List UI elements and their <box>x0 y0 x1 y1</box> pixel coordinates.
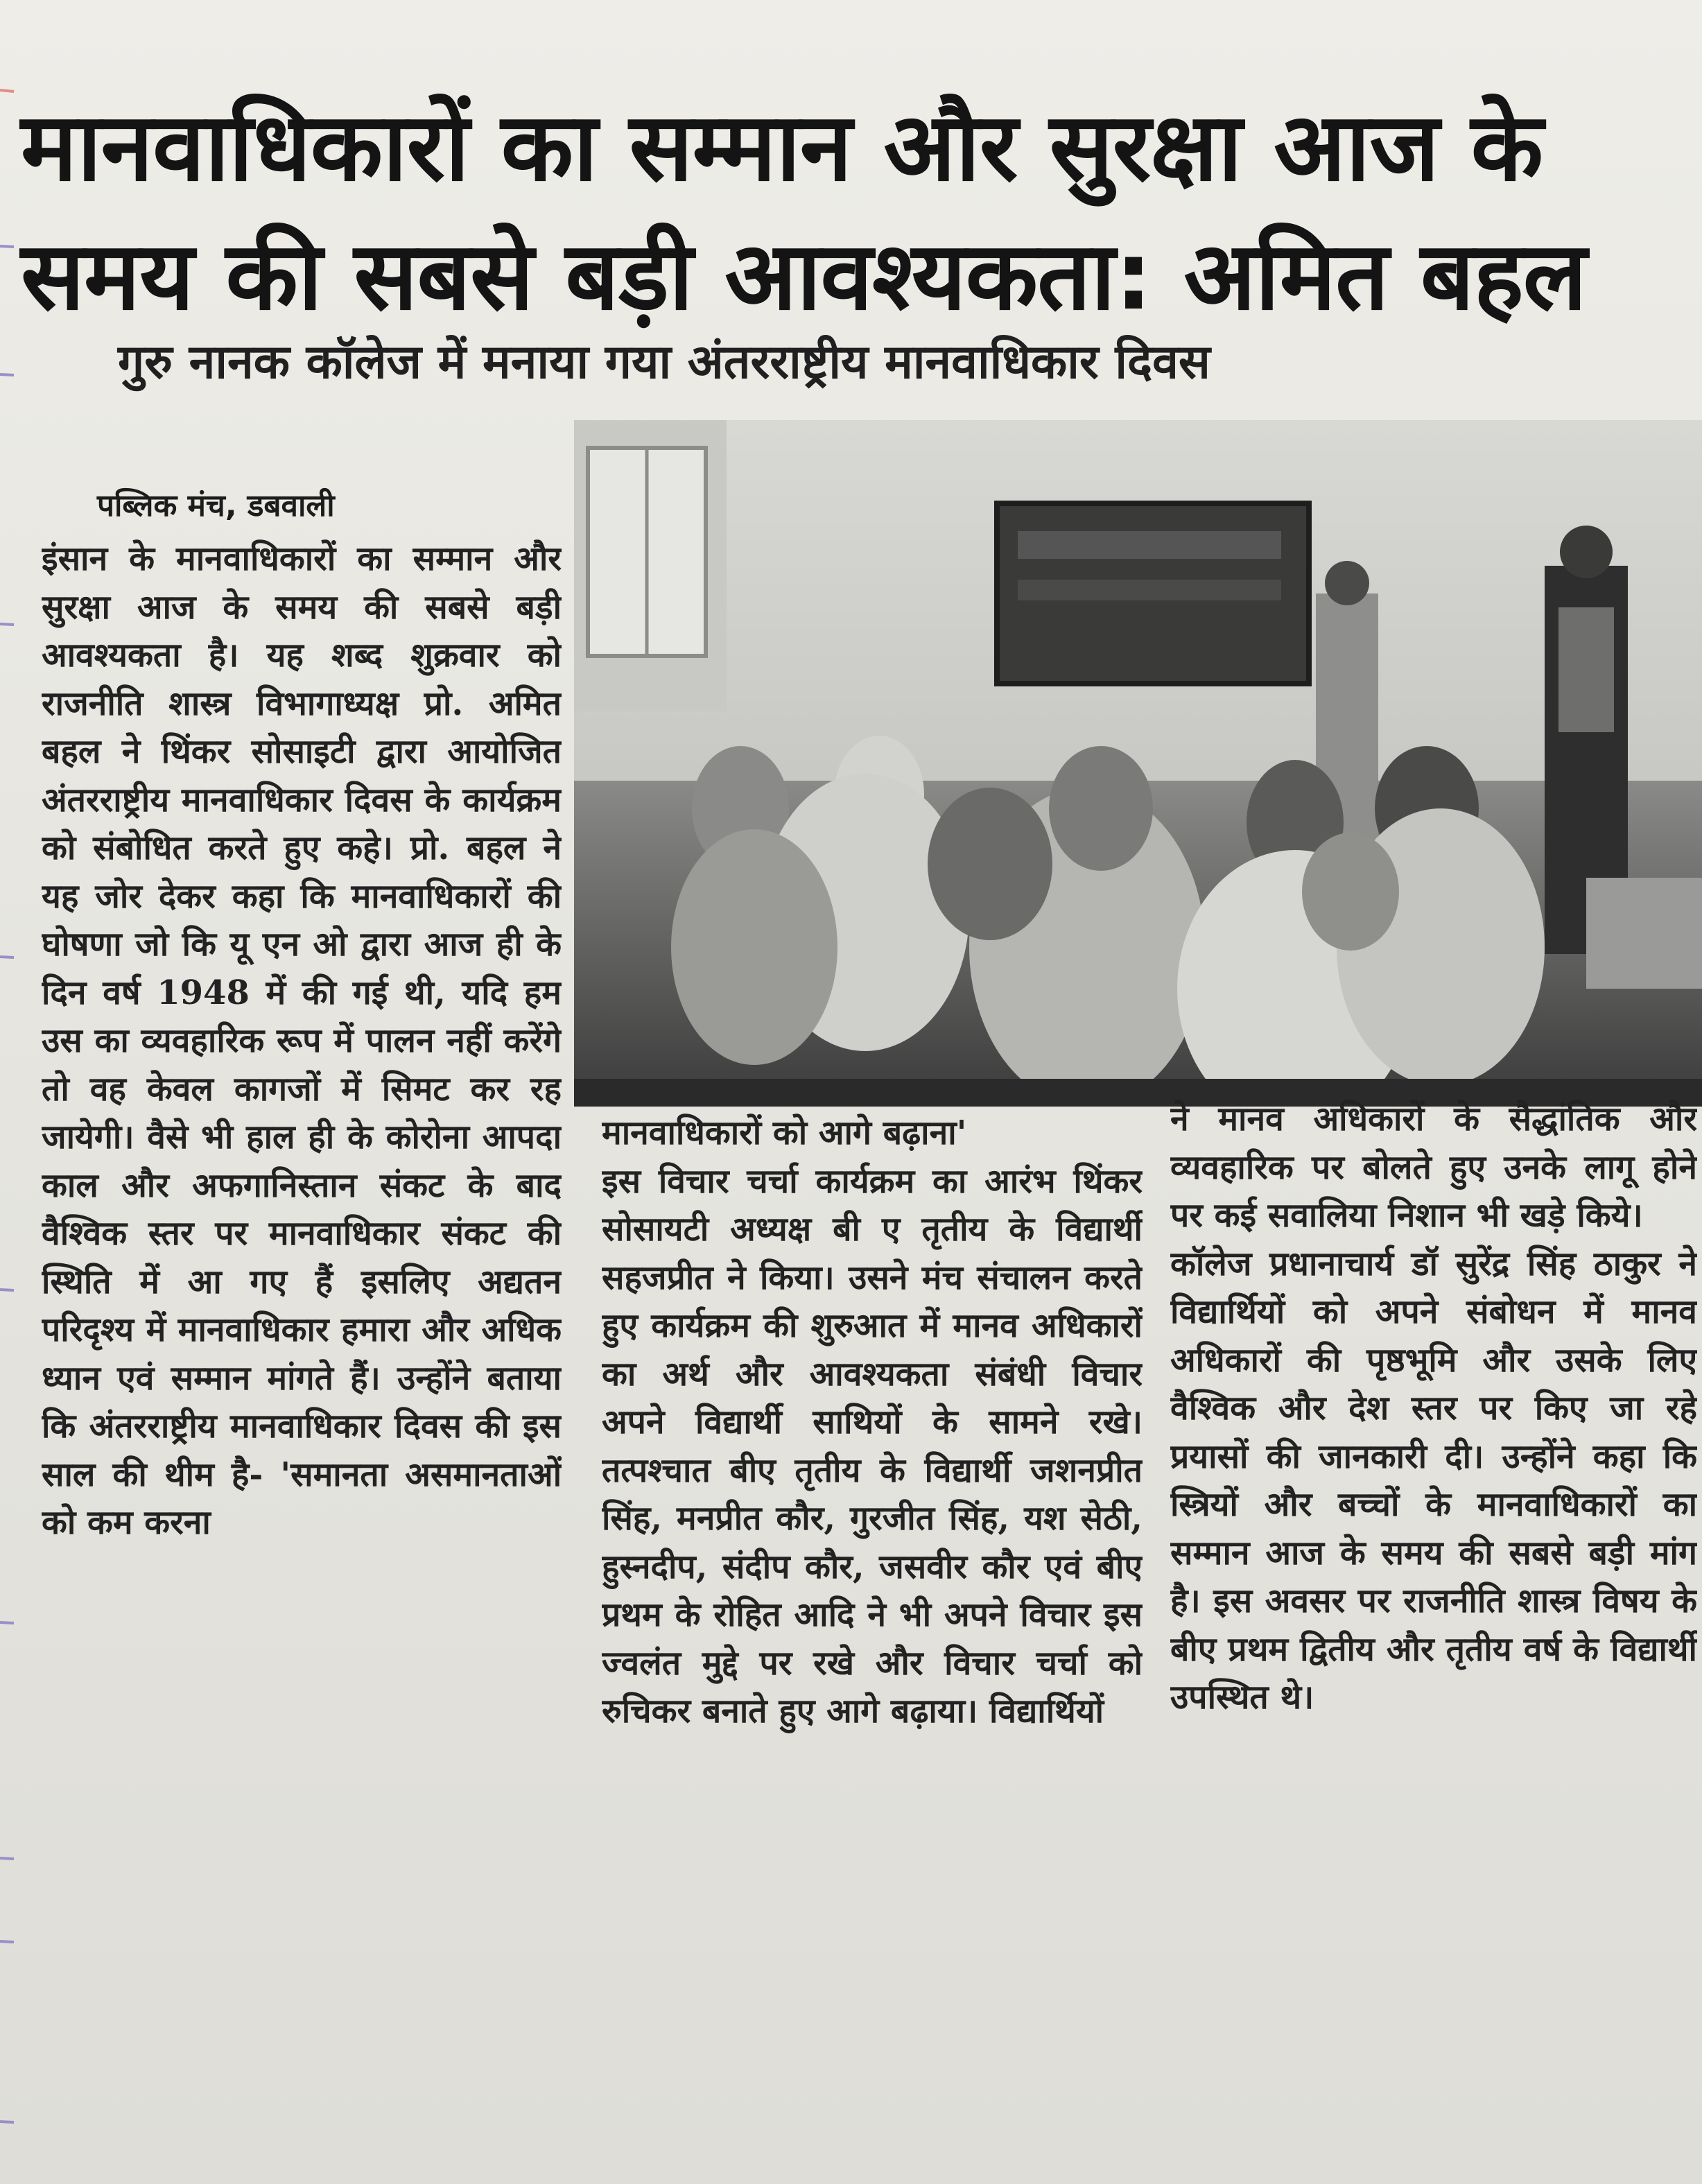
article-column-2: मानवाधिकारों को आगे बढ़ाना' इस विचार चर्चा कार्यक्रम का आरंभ थिंकर सोसायटी अध्यक्ष बी ए तृतीय के विद्यार्थी सहजप्रीत ने किया। उसने मंच संचालन करते हुए कार्यक्रम की शुरुआत में मानव अधिकारों का अर्थ और आवश्यकता संबंधी विचार अपने विद्यार्थी साथियों के सामने रखे। तत्पश्चात बीए तृतीय के विद्यार्थी जशनप्रीत सिंह, मनप्रीत कौर, गुरजीत सिंह, यश सेठी, हुस्नदीप, संदीप कौर, जसवीर कौर एवं बीए प्रथम के रोहित आदि ने भी अपने विचार इस ज्वलंत मुद्दे पर रखे और विचार चर्चा को रुचिकर बनाते हुए आगे बढ़ाया। विद्यार्थियों <box>602 1113 1143 1731</box>
article-column-3: ने मानव अधिकारों के सैद्धांतिक और व्यवहारिक पर बोलते हुए उनके लागू होने पर कई सवालिया निशान भी खड़े किये। कॉलेज प्रधानाचार्य डॉ सुरेंद्र सिंह ठाकुर ने विद्यार्थियों को अपने संबोधन में मानव अधिकारों की पृष्ठभूमि और उसके लिए वैश्विक और देश स्तर पर किए जा रहे प्रयासों की जानकारी दी। उन्होंने कहा कि स्त्रियों और बच्चों के मानवाधिकारों का सम्मान आज के समय की सबसे बड़ी मांग है। इस अवसर पर राजनीति शास्त्र विषय के बीए प्रथम द्वितीय और तृतीय वर्ष के विद्यार्थी उपस्थित थे। <box>1170 1100 1697 1717</box>
classroom-photo-image <box>574 420 1702 1107</box>
dateline: पब्लिक मंच, डबवाली <box>97 488 335 523</box>
subheadline: गुरु नानक कॉलेज में मनाया गया अंतरराष्ट्रीय मानवाधिकार दिवस <box>118 335 1210 390</box>
headline: मानवाधिकारों का सम्मान और सुरक्षा आज के समय की सबसे बड़ी आवश्यकता: अमित बहल <box>21 93 1586 331</box>
event-photo <box>574 420 1702 1107</box>
article-column-1: इंसान के मानवाधिकारों का सम्मान और सुरक्षा आज के समय की सबसे बड़ी आवश्यकता है। यह शब्द शुक्रवार को राजनीति शास्त्र विभागाध्यक्ष प्रो. अमित बहल ने थिंकर सोसाइटी द्वारा आयोजित अंतरराष्ट्रीय मानवाधिकार दिवस के कार्यक्रम को संबोधित करते हुए कहे। प्रो. बहल ने यह जोर देकर कहा कि मानवाधिकारों की घोषणा जो कि यू एन ओ द्वारा आज ही के दिन वर्ष 1948 में की गई थी, यदि हम उस का व्यवहारिक रूप में पालन नहीं करेंगे तो वह केवल कागजों में सिमट कर रह जायेगी। वैसे भी हाल ही के कोरोना आपदा काल और अफगानिस्तान संकट के बाद वैश्विक स्तर पर मानवाधिकार संकट की स्थिति में आ गए हैं इसलिए अद्यतन परिदृश्य में मानवाधिकार हमारा और अधिक ध्यान एवं सम्मान मांगते हैं। उन्होंने बताया कि अंतरराष्ट्रीय मानवाधिकार दिवस की इस साल की थीम है- 'समानता असमानताओं को कम करना <box>42 539 562 1542</box>
